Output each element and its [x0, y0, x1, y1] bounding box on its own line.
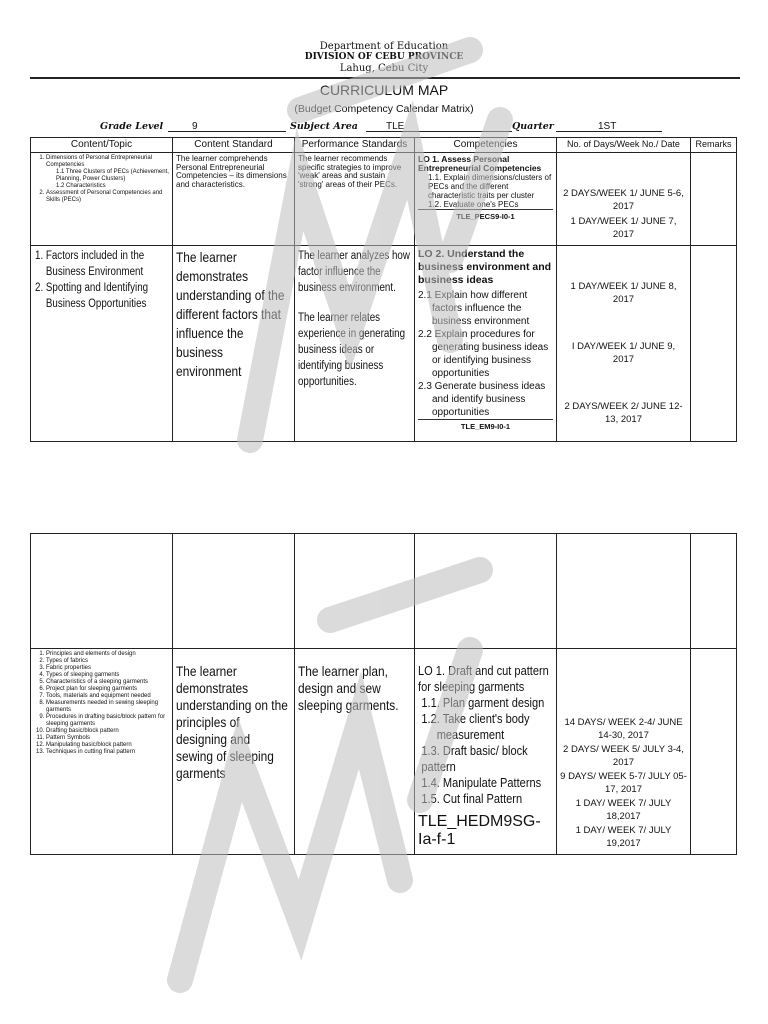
col-header-days: No. of Days/Week No./ Date	[557, 138, 691, 153]
division-name: DIVISION OF CEBU PROVINCE	[304, 52, 464, 62]
competency-item: 1.4. Manipulate Patterns	[421, 775, 542, 790]
col-header-topic: Content/Topic	[31, 138, 173, 153]
topic-item: 7. Tools, materials and equipment needed	[46, 693, 169, 700]
competency-cell	[415, 649, 557, 855]
date-entry: 2 DAYS/WEEK 1/ JUNE 5-6, 2017	[563, 188, 684, 212]
department-name: Department of Education	[319, 41, 449, 52]
content-standard-cell	[173, 246, 295, 442]
date-entry: 2 DAYS/WEEK 2/ JUNE 12-13, 2017	[564, 401, 683, 425]
competency-item: 1.2. Take client's body measurement	[421, 711, 530, 742]
days-cell	[557, 246, 691, 442]
header-rule	[30, 77, 740, 79]
col-header-content-standard: Content Standard	[173, 138, 295, 153]
performance-standard-cell	[295, 649, 415, 855]
empty-cell	[557, 534, 691, 649]
town-name: Lahug, Cebu City	[339, 63, 429, 74]
subject-area-value: TLE	[386, 121, 405, 132]
curriculum-table-2	[30, 533, 737, 855]
table-header-row	[31, 138, 737, 153]
topic-item: 1. Dimensions of Personal Entrepreneurial Competencies	[46, 155, 169, 169]
grade-level-line	[168, 121, 286, 132]
competency-item: 1.3. Draft basic/ block pattern	[421, 743, 528, 774]
topic-cell	[31, 246, 173, 442]
quarter-value: 1ST	[598, 121, 617, 132]
competency-item: 1.5. Cut final Pattern	[421, 791, 523, 806]
empty-cell	[691, 534, 737, 649]
content-standard-text: The learner demonstrates understanding on the principles of designing and sewing of sleeping garments	[176, 663, 288, 781]
date-entry: 1 DAY/ WEEK 7/ JULY 19,2017	[575, 825, 672, 849]
table-row	[31, 649, 737, 855]
topic-item: 12. Manipulating basic/block pattern	[46, 742, 169, 749]
topic-item: 9. Procedures in drafting basic/block pattern for sleeping garments	[46, 714, 169, 728]
empty-cell	[415, 534, 557, 649]
col-header-remarks: Remarks	[691, 138, 737, 153]
days-cell	[557, 649, 691, 855]
remarks-cell	[691, 153, 737, 246]
date-entry: 2 DAYS/ WEEK 5/ JULY 3-4, 2017	[563, 744, 684, 768]
topic-item: 11. Pattern Symbols	[46, 735, 169, 742]
topic-item: 1. Principles and elements of design	[46, 651, 169, 658]
col-header-performance-standards: Performance Standards	[295, 138, 415, 153]
performance-standard-text: The learner plan, design and sew sleeping garments.	[298, 663, 399, 713]
performance-standard-cell	[295, 246, 415, 442]
topic-item: 3. Fabric properties	[46, 665, 169, 672]
topic-list	[34, 651, 169, 756]
topic-sub-item: 1.2 Characteristics	[56, 183, 106, 189]
competency-item: 2.1 Explain how different factors influence the business environment	[418, 290, 530, 327]
competency-item: 1.1. Plan garment design	[421, 695, 545, 710]
competency-item: 2.3 Generate business ideas and identify business opportunities	[418, 380, 553, 420]
empty-cell	[173, 534, 295, 649]
quarter-label: Quarter	[512, 121, 554, 132]
competency-item: 1.1. Explain dimensions/clusters of PECs and the different characteristic traits per cluster	[428, 173, 552, 200]
topic-item: 5. Characteristics of a sleeping garments	[46, 679, 169, 686]
days-cell	[557, 153, 691, 246]
competency-item: 2.2 Explain procedures for generating business ideas or identifying business opportunities	[418, 329, 549, 379]
competency-cell	[415, 246, 557, 442]
grade-level-value: 9	[192, 121, 198, 132]
date-entry: 1 DAY/ WEEK 7/ JULY 18,2017	[575, 798, 672, 822]
curriculum-table-1	[30, 137, 737, 442]
topic-item: 8. Measurements needed in sewing sleeping garments	[46, 700, 169, 714]
content-standard-cell	[173, 649, 295, 855]
page-subtitle: (Budget Competency Calendar Matrix)	[294, 103, 474, 115]
table-row	[31, 534, 737, 649]
learning-outcome: LO 2. Understand the business environment and business ideas	[418, 248, 552, 286]
performance-standard-cell: The learner recommends specific strategies to improve 'weak' areas and sustain 'strong' areas of their PECs.	[295, 153, 415, 246]
page-title: CURRICULUM MAP	[319, 82, 449, 98]
empty-cell	[295, 534, 415, 649]
date-entry: 1 DAY/WEEK 1/ JUNE 7, 2017	[570, 216, 677, 240]
topic-item: 2. Assessment of Personal Competencies and Skills (PECs)	[46, 190, 169, 204]
performance-standard-text: The learner analyzes how factor influence the business environment.	[298, 250, 410, 294]
topic-item: 1. Factors included in the Business Environment	[46, 248, 168, 280]
competency-code: TLE_EM9-I0-1	[460, 422, 511, 431]
date-entry: 9 DAYS/ WEEK 5-7/ JULY 05-17, 2017	[560, 771, 687, 795]
content-standard-cell: The learner comprehends Personal Entrepreneurial Competencies – its dimensions and characteristics.	[173, 153, 295, 246]
topic-sub-item: 1.1 Three Clusters of PECs (Achievement, Planning, Power Clusters)	[56, 169, 169, 182]
performance-standard-text: The learner relates experience in generating business ideas or identifying business opportunities.	[298, 312, 406, 388]
table-row	[31, 246, 737, 442]
grade-level-label: Grade Level	[100, 121, 164, 132]
topic-item: 4. Types of sleeping garments	[46, 672, 169, 679]
learning-outcome: LO 1. Draft and cut pattern for sleeping garments	[418, 663, 549, 694]
date-entry: I DAY/WEEK 1/ JUNE 9, 2017	[571, 341, 676, 365]
topic-item: 6. Project plan for sleeping garments	[46, 686, 169, 693]
subject-area-label: Subject Area	[290, 121, 358, 132]
topic-cell	[31, 153, 173, 246]
content-standard-text: The learner demonstrates understanding of the different factors that influence the business environment	[176, 249, 285, 379]
competency-cell	[415, 153, 557, 246]
date-entry: 14 DAYS/ WEEK 2-4/ JUNE 14-30, 2017	[564, 717, 683, 741]
table-row	[31, 153, 737, 246]
topic-item: 2. Spotting and Identifying Business Opportunities	[46, 280, 168, 312]
col-header-competencies: Competencies	[415, 138, 557, 153]
topic-cell	[31, 649, 173, 855]
remarks-cell	[691, 246, 737, 442]
topic-item: 2. Types of fabrics	[46, 658, 169, 665]
competency-code: TLE_PECS9-I0-1	[456, 212, 515, 221]
competency-code: TLE_HEDM9SG-Ia-f-1	[418, 813, 541, 848]
topic-item: 13. Techniques in cutting final pattern	[46, 749, 169, 756]
empty-cell	[31, 534, 173, 649]
date-entry: 1 DAY/WEEK 1/ JUNE 8, 2017	[570, 281, 677, 305]
competency-item: 1.2. Evaluate one's PECs	[418, 200, 553, 210]
learning-outcome: LO 1. Assess Personal Entrepreneurial Competencies	[418, 154, 542, 173]
topic-item: 10. Drafting basic/block pattern	[46, 728, 169, 735]
remarks-cell	[691, 649, 737, 855]
